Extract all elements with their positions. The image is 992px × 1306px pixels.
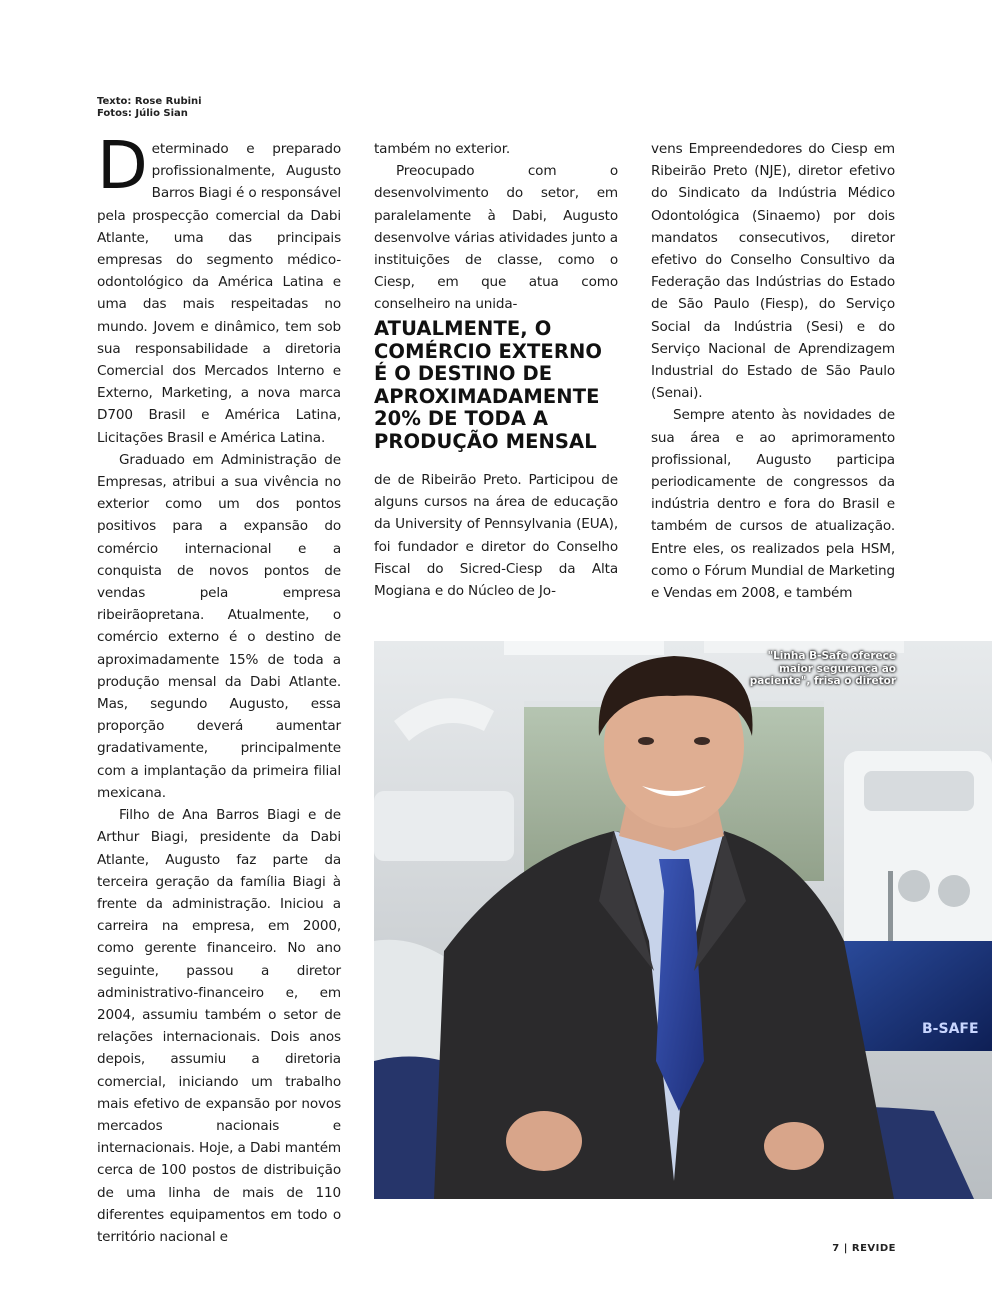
paragraph: também no exterior.	[374, 141, 511, 157]
paragraph: vens Empreendedores do Ciesp em Ribeirão Preto (NJE), diretor efetivo do Sindicato da Indústria Médico Odontológica (Sinaemo) por dois mandatos consecutivos, diretor efetivo do Conselho Consultivo da Federação das Indústrias do Estado de São Paulo (Fiesp), do Serviço Social da Indústria (Sesi) e do Serviço Nacional de Aprendizagem Industrial do Estado de São Paulo (Senai).	[651, 141, 895, 402]
pull-quote: ATUALMENTE, O COMÉRCIO EXTERNO É O DESTINO DE APROXIMADAMENTE 20% DE TODA A PRODUÇÃO MENSAL	[374, 317, 603, 453]
article-column-3	[651, 138, 895, 604]
paragraph: Graduado em Administração de Empresas, atribui a sua vivência no exterior como um dos pontos positivos para a expansão do comércio internacional e a conquista de novos pontos de vendas pela empresa ribeirãopretana. Atualmente, o comércio externo é o destino de aproximadamente 15% de toda a produção mensal da Dabi Atlante. Mas, segundo Augusto, essa proporção deverá aumentar gradativamente, principalmente com a implantação da primeira filial mexicana.	[97, 451, 341, 801]
drop-cap: D	[97, 127, 148, 204]
footer-separator: |	[843, 1243, 848, 1254]
paragraph-text: eterminado e preparado profissionalmente, Augusto Barros Biagi é o responsável pela prospecção comercial da Dabi Atlante, uma das principais empresas do segmento médico-odontológico da América Latina e uma das mais respeitadas no mundo. Jovem e dinâmico, tem sob sua responsabilidade a diretoria Comercial dos Mercados Interno e Externo, Marketing, a nova marca D700 Brasil e América Latina, Licitações Brasil e América Latina.	[97, 141, 341, 446]
article-credits	[97, 96, 202, 120]
photo-credit: Fotos: Júlio Sian	[97, 108, 188, 119]
photo-caption: "Linha B-Safe oferece maior segurança ao paciente", frisa o diretor	[749, 650, 896, 687]
page-footer	[832, 1243, 896, 1254]
page-number: 7	[832, 1243, 840, 1254]
text-credit: Texto: Rose Rubini	[97, 96, 202, 107]
article-column-1	[97, 127, 341, 1248]
paragraph: Filho de Ana Barros Biagi e de Arthur Biagi, presidente da Dabi Atlante, Augusto faz parte da terceira geração da família Biagi à frente da administração. Iniciou a carreira na empresa, em 2000, como gerente financeiro. No ano seguinte, passou a diretor administrativo-financeiro e, em 2004, assumiu também o setor de relações internacionais. Dois anos depois, assumiu a diretoria comercial, iniciando um trabalho mais efetivo de expansão por novos mercados nacionais e internacionais. Hoje, a Dabi mantém cerca de 100 postos de distribuição de uma linha de mais de 110 diferentes equipamentos em todo o território nacional e	[97, 807, 341, 1245]
magazine-name: REVIDE	[851, 1243, 896, 1254]
paragraph	[97, 127, 341, 449]
article-column-2-continued	[374, 469, 618, 602]
paragraph: de de Ribeirão Preto. Participou de alguns cursos na área de educação da University of Pennsylvania (EUA), foi fundador e diretor do Conselho Fiscal do Sicred-Ciesp da Alta Mogiana e do Núcleo de Jo-	[374, 472, 618, 600]
paragraph: Sempre atento às novidades de sua área e ao aprimoramento profissional, Augusto participa periodicamente de congressos da indústria dentro e fora do Brasil e também de cursos de atualização. Entre eles, os realizados pela HSM, como o Fórum Mundial de Marketing e Vendas em 2008, e também	[651, 407, 895, 602]
box-brand-text: B-SAFE	[922, 1021, 979, 1037]
portrait-photo	[374, 641, 992, 1199]
paragraph: Preocupado com o desenvolvimento do setor, em paralelamente à Dabi, Augusto desenvolve várias atividades junto a instituições de classe, como o Ciesp, em que atua como conselheiro na unida-	[374, 163, 618, 313]
article-column-2	[374, 138, 618, 316]
photo-illustration	[374, 641, 992, 1199]
